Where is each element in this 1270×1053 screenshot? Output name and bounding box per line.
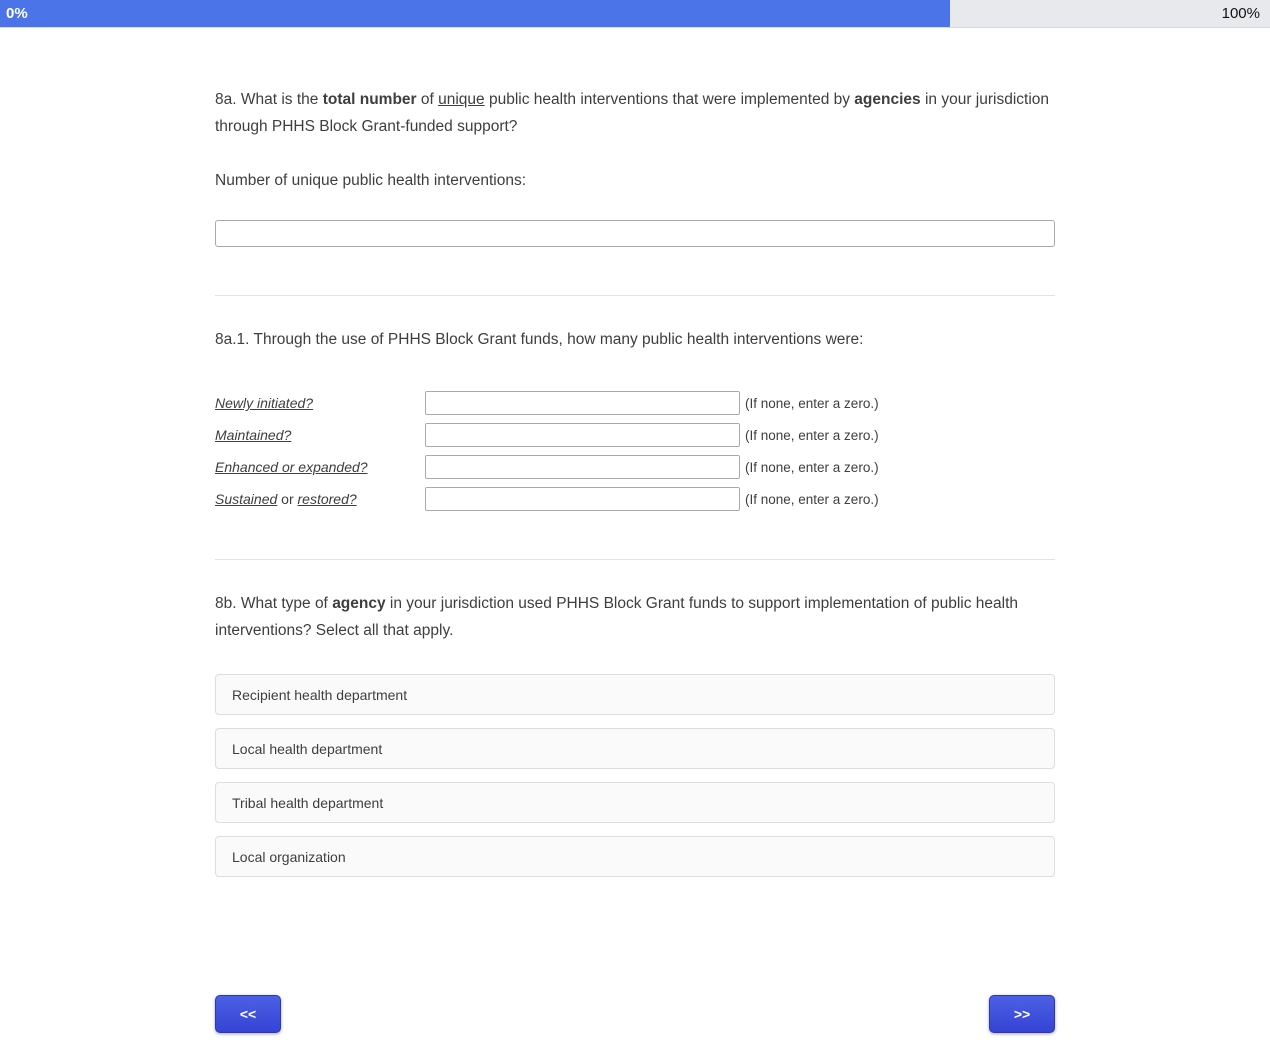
question-8a1-text: 8a.1. Through the use of PHHS Block Grant funds, how many public health interventions were: xyxy=(215,331,864,348)
question-8a-text: 8a. What is the total number of unique public health interventions that were implemented by agencies in your jurisdiction through PHHS Block Grant-funded support? xyxy=(215,91,1050,135)
progress-start-label: 0% xyxy=(6,5,28,22)
progress-end-label: 100% xyxy=(1221,5,1260,22)
matrix-row-hint: (If none, enter a zero.) xyxy=(745,427,879,443)
matrix-row-hint: (If none, enter a zero.) xyxy=(745,459,879,475)
question-8a-input-label: Number of unique public health interventions: xyxy=(215,172,527,189)
matrix-row-label: Newly initiated? xyxy=(215,395,314,411)
enhanced-expanded-input[interactable] xyxy=(425,455,740,479)
option-label: Recipient health department xyxy=(232,686,408,703)
survey-page xyxy=(215,28,1055,1053)
option-recipient-health-department[interactable] xyxy=(215,674,1055,715)
question-8a-number-input[interactable] xyxy=(215,220,1055,247)
section-divider xyxy=(215,295,1055,296)
matrix-row-hint: (If none, enter a zero.) xyxy=(745,395,879,411)
question-8b-text: 8b. What type of agency in your jurisdiction used PHHS Block Grant funds to support implementation of public health interventions? Select all that apply. xyxy=(215,595,1018,639)
matrix-row-label: Sustained or restored? xyxy=(215,491,357,507)
matrix-row-maintained xyxy=(215,423,1055,447)
matrix-row-label: Maintained? xyxy=(215,427,292,443)
progress-fill xyxy=(0,0,950,27)
next-page-button[interactable]: >> xyxy=(989,995,1055,1033)
survey-progress-bar xyxy=(0,0,1270,28)
sustained-restored-input[interactable] xyxy=(425,487,740,511)
option-local-health-department[interactable] xyxy=(215,728,1055,769)
survey-navigation xyxy=(215,995,1055,1033)
section-divider xyxy=(215,559,1055,560)
option-label: Local health department xyxy=(232,740,383,757)
matrix-row-hint: (If none, enter a zero.) xyxy=(745,491,879,507)
matrix-row-label: Enhanced or expanded? xyxy=(215,459,368,475)
matrix-row-newly-initiated xyxy=(215,391,1055,415)
matrix-row-enhanced-expanded xyxy=(215,455,1055,479)
option-local-organization[interactable] xyxy=(215,836,1055,877)
maintained-input[interactable] xyxy=(425,423,740,447)
option-tribal-health-department[interactable] xyxy=(215,782,1055,823)
question-8a1-matrix xyxy=(215,391,1055,511)
question-8b-options xyxy=(215,674,1055,877)
option-label: Local organization xyxy=(232,848,346,865)
newly-initiated-input[interactable] xyxy=(425,391,740,415)
option-label: Tribal health department xyxy=(232,794,384,811)
previous-page-button[interactable]: << xyxy=(215,995,281,1033)
matrix-row-sustained-restored xyxy=(215,487,1055,511)
